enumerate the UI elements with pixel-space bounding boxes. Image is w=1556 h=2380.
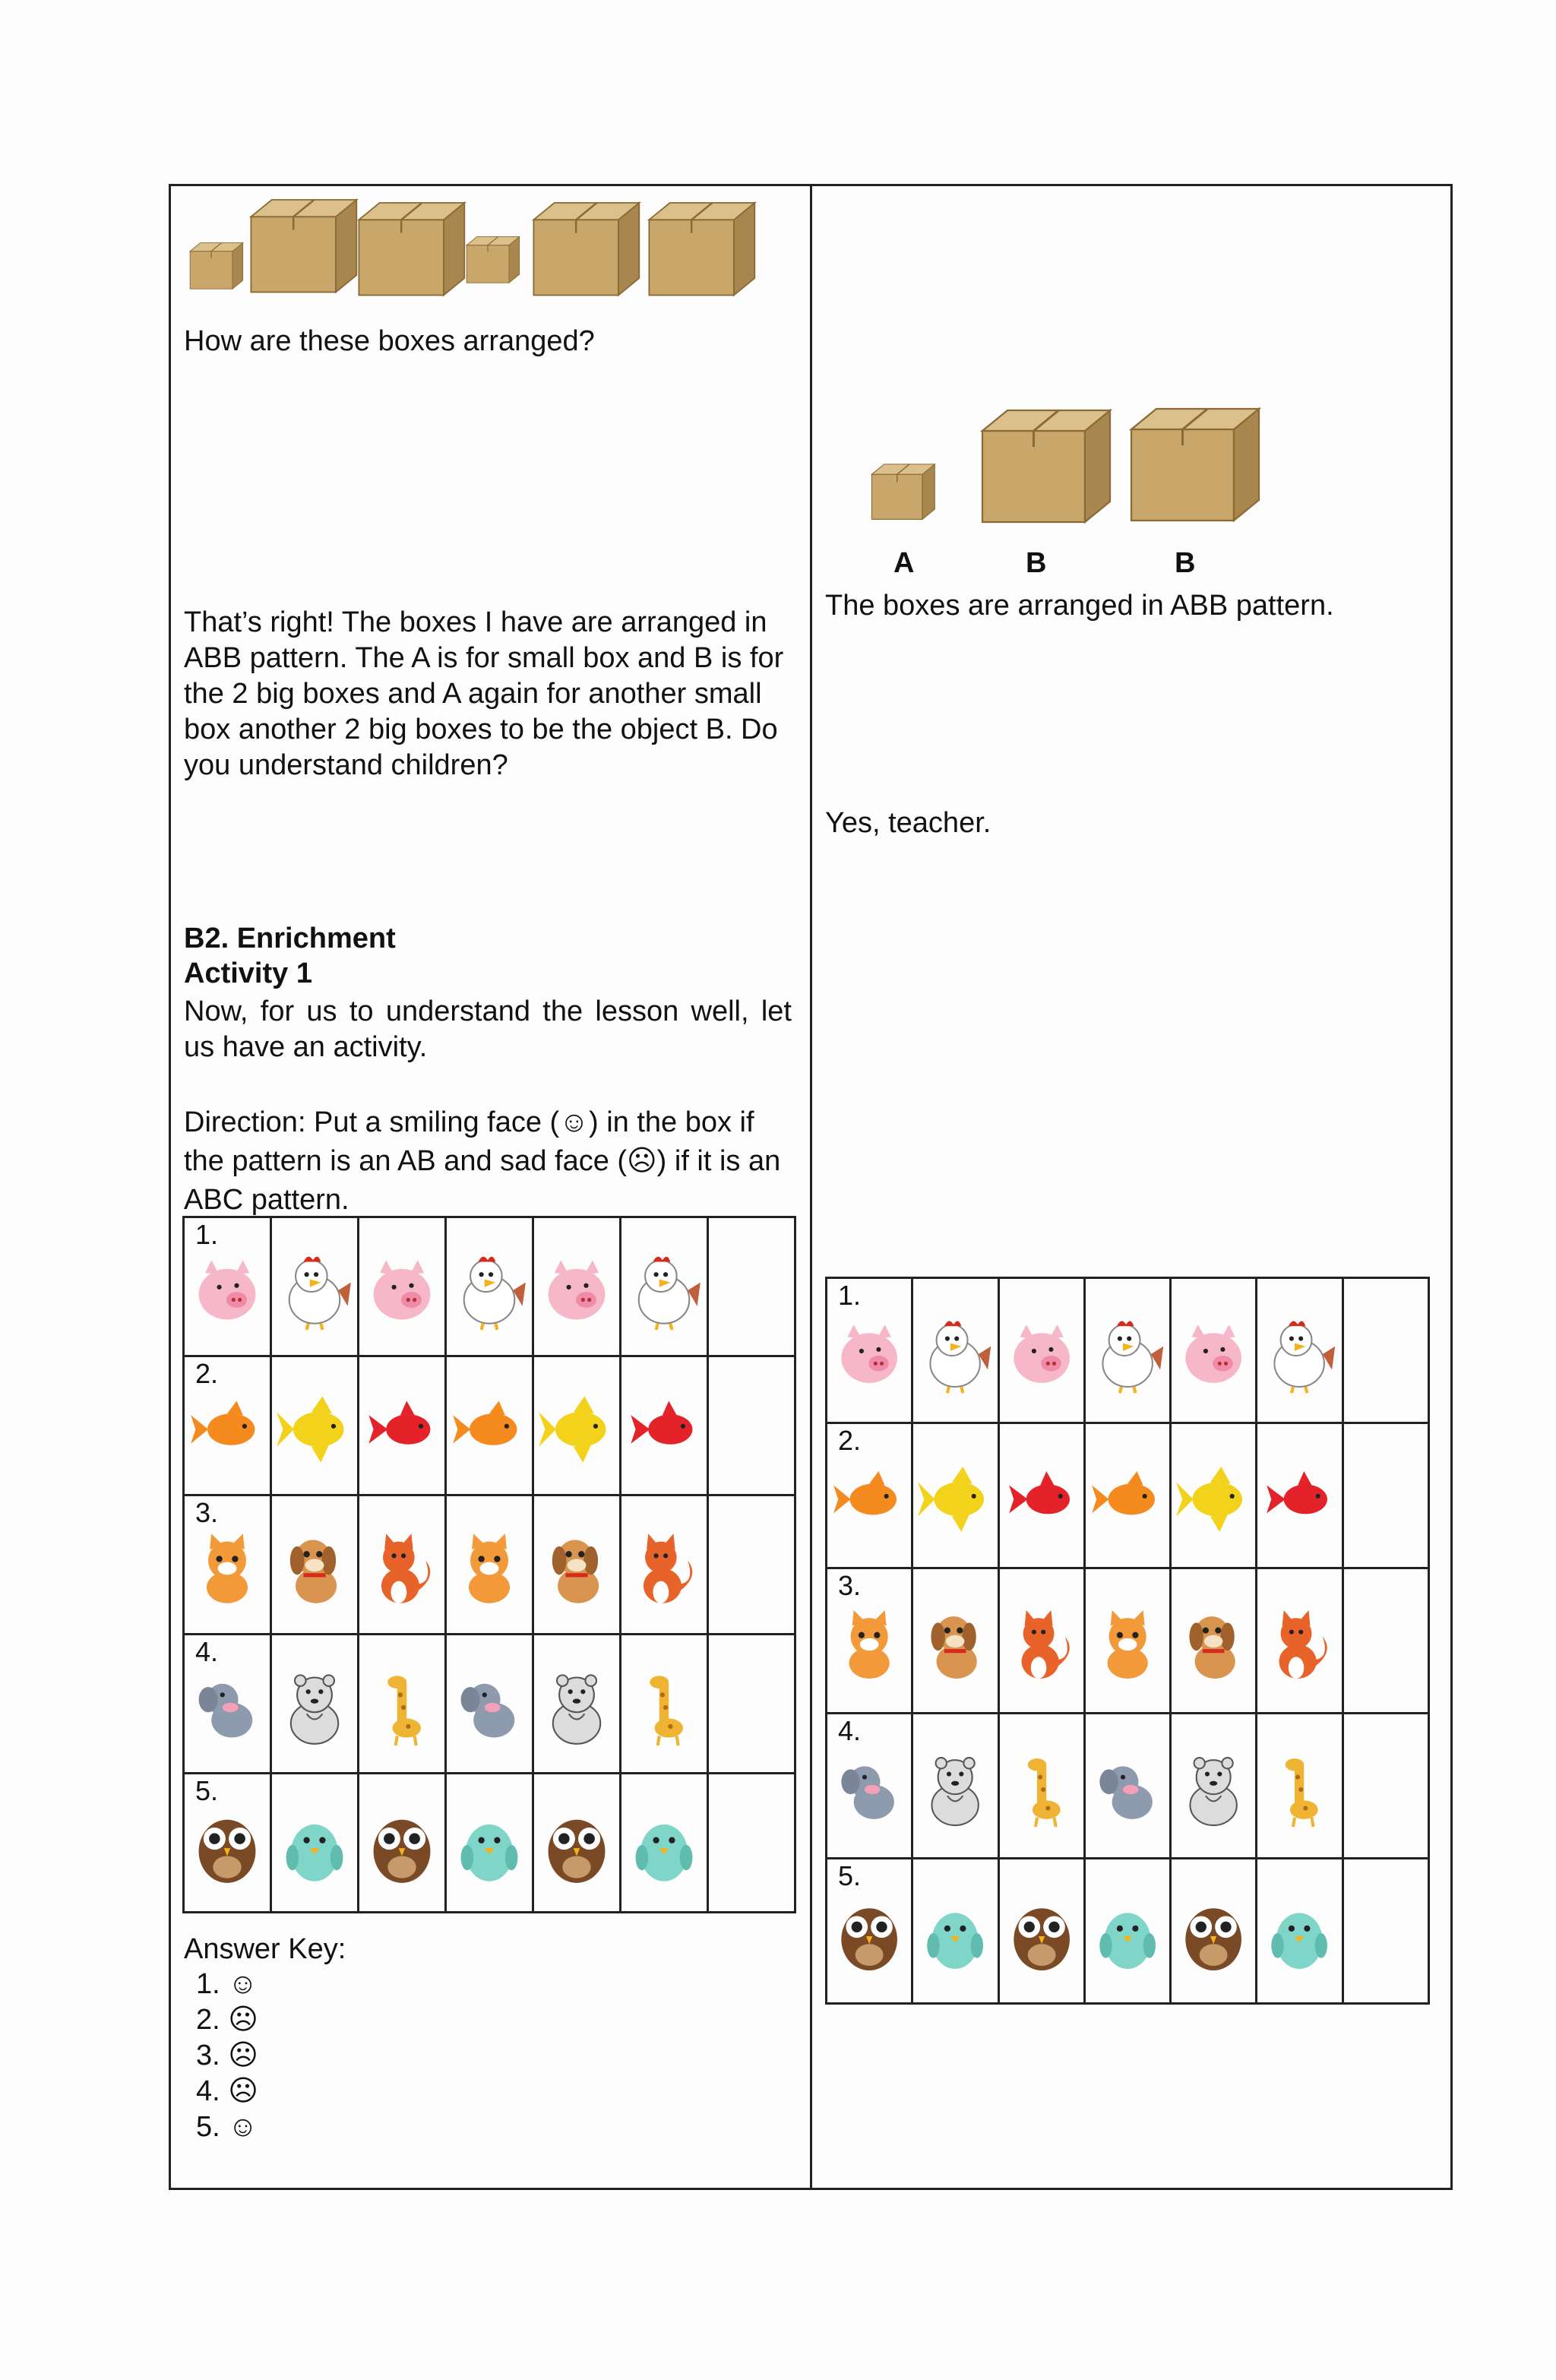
label-b-second: B bbox=[1175, 547, 1196, 579]
red-fish-icon bbox=[1257, 1424, 1341, 1567]
cat-icon bbox=[1086, 1569, 1169, 1712]
answer-key-item: 2. ☹ bbox=[196, 2004, 258, 2036]
pattern-cell bbox=[446, 1774, 533, 1913]
chicken-icon bbox=[621, 1218, 707, 1355]
big-box-icon bbox=[971, 397, 1114, 528]
giraffe-icon bbox=[621, 1635, 707, 1772]
pattern-cell bbox=[446, 1495, 533, 1635]
answer-key-item: 1. ☺ bbox=[196, 1968, 258, 2000]
pattern-cell bbox=[271, 1495, 359, 1635]
pattern-cell bbox=[1084, 1278, 1170, 1423]
pattern-cell bbox=[359, 1356, 446, 1495]
pattern-cell bbox=[184, 1495, 271, 1635]
owl-icon bbox=[359, 1774, 444, 1911]
pattern-cell bbox=[621, 1217, 708, 1356]
pattern-cell bbox=[446, 1217, 533, 1356]
pattern-text: The boxes are arranged in ABB pattern. bbox=[825, 590, 1334, 622]
bear-icon bbox=[534, 1635, 619, 1772]
pattern-row bbox=[184, 1774, 795, 1913]
pattern-cell bbox=[271, 1635, 359, 1774]
pattern-row bbox=[184, 1356, 795, 1495]
small-box-icon bbox=[185, 237, 245, 291]
pattern-cell bbox=[912, 1568, 998, 1714]
pattern-cell bbox=[998, 1423, 1084, 1568]
giraffe-icon bbox=[1000, 1714, 1083, 1857]
pattern-cell bbox=[184, 1217, 271, 1356]
blue-bird-icon bbox=[913, 1859, 997, 2002]
row-number: 5. bbox=[838, 1860, 862, 1891]
fox-icon bbox=[1000, 1569, 1083, 1712]
bear-icon bbox=[1172, 1714, 1255, 1857]
yellow-fish-icon bbox=[1172, 1424, 1255, 1567]
dog-icon bbox=[272, 1496, 357, 1633]
bear-icon bbox=[272, 1635, 357, 1772]
pattern-cell bbox=[1171, 1714, 1257, 1859]
pattern-cell bbox=[912, 1859, 998, 2004]
pattern-cell bbox=[533, 1217, 621, 1356]
fox-icon bbox=[621, 1496, 707, 1633]
pattern-cell bbox=[912, 1278, 998, 1423]
pattern-cell bbox=[271, 1217, 359, 1356]
pattern-cell bbox=[1084, 1714, 1170, 1859]
pattern-row bbox=[827, 1423, 1429, 1568]
pattern-row bbox=[827, 1859, 1429, 2004]
column-divider bbox=[810, 184, 812, 2190]
chicken-icon bbox=[913, 1279, 997, 1422]
answer-key-item: 4. ☹ bbox=[196, 2075, 258, 2107]
pattern-cell bbox=[1084, 1859, 1170, 2004]
row-number: 4. bbox=[838, 1715, 862, 1746]
answer-key-item: 3. ☹ bbox=[196, 2040, 258, 2071]
answer-key-list bbox=[196, 1967, 258, 2145]
answer-box[interactable] bbox=[708, 1495, 795, 1635]
chicken-icon bbox=[447, 1218, 532, 1355]
big-box-icon bbox=[640, 191, 757, 300]
pattern-cell bbox=[271, 1356, 359, 1495]
answer-box[interactable] bbox=[1343, 1714, 1428, 1859]
response-text: Yes, teacher. bbox=[825, 807, 991, 839]
pig-icon bbox=[1172, 1279, 1255, 1422]
pattern-cell bbox=[621, 1356, 708, 1495]
pattern-row bbox=[827, 1714, 1429, 1859]
pattern-cell bbox=[1257, 1859, 1343, 2004]
pattern-row bbox=[827, 1568, 1429, 1714]
pattern-cell bbox=[621, 1635, 708, 1774]
giraffe-icon bbox=[359, 1635, 444, 1772]
pattern-cell bbox=[184, 1356, 271, 1495]
row-number: 3. bbox=[838, 1570, 862, 1601]
pattern-cell bbox=[1257, 1278, 1343, 1423]
pattern-row bbox=[184, 1217, 795, 1356]
pattern-cell bbox=[621, 1495, 708, 1635]
pattern-cell bbox=[359, 1217, 446, 1356]
pattern-cell bbox=[1171, 1568, 1257, 1714]
row-number: 1. bbox=[838, 1280, 862, 1311]
orange-fish-icon bbox=[447, 1357, 532, 1494]
pig-icon bbox=[534, 1218, 619, 1355]
answer-box[interactable] bbox=[1343, 1568, 1428, 1714]
pig-icon bbox=[1000, 1279, 1083, 1422]
pattern-cell bbox=[1171, 1423, 1257, 1568]
owl-icon bbox=[1000, 1859, 1083, 2002]
pattern-cell bbox=[359, 1635, 446, 1774]
big-box-icon bbox=[524, 191, 642, 300]
pig-icon bbox=[359, 1218, 444, 1355]
pattern-table-left bbox=[182, 1216, 796, 1913]
pattern-cell bbox=[533, 1495, 621, 1635]
chicken-icon bbox=[272, 1218, 357, 1355]
dog-icon bbox=[913, 1569, 997, 1712]
question-text: How are these boxes arranged? bbox=[184, 325, 595, 357]
cat-icon bbox=[447, 1496, 532, 1633]
pattern-cell bbox=[998, 1714, 1084, 1859]
row-number: 5. bbox=[195, 1775, 219, 1806]
row-number: 1. bbox=[195, 1219, 219, 1250]
pattern-cell bbox=[533, 1635, 621, 1774]
activity-intro: Now, for us to understand the lesson well, let us have an activity. bbox=[184, 995, 792, 1063]
pattern-cell bbox=[1257, 1714, 1343, 1859]
yellow-fish-icon bbox=[534, 1357, 619, 1494]
blue-bird-icon bbox=[447, 1774, 532, 1911]
answer-box[interactable] bbox=[708, 1774, 795, 1913]
pattern-cell bbox=[1257, 1568, 1343, 1714]
pattern-cell bbox=[998, 1568, 1084, 1714]
pattern-cell bbox=[827, 1278, 912, 1423]
pattern-cell bbox=[998, 1278, 1084, 1423]
big-box-icon bbox=[1120, 395, 1263, 527]
pattern-cell bbox=[912, 1714, 998, 1859]
answer-box[interactable] bbox=[708, 1356, 795, 1495]
elephant-icon bbox=[1086, 1714, 1169, 1857]
yellow-fish-icon bbox=[272, 1357, 357, 1494]
pattern-cell bbox=[359, 1495, 446, 1635]
elephant-icon bbox=[447, 1635, 532, 1772]
row-number: 2. bbox=[838, 1425, 862, 1456]
activity-title: Activity 1 bbox=[184, 957, 312, 989]
row-number: 3. bbox=[195, 1497, 219, 1528]
pattern-cell bbox=[1171, 1278, 1257, 1423]
red-fish-icon bbox=[1000, 1424, 1083, 1567]
blue-bird-icon bbox=[272, 1774, 357, 1911]
pattern-cell bbox=[446, 1635, 533, 1774]
pattern-row bbox=[184, 1495, 795, 1635]
answer-box[interactable] bbox=[1343, 1859, 1428, 2004]
giraffe-icon bbox=[1257, 1714, 1341, 1857]
yellow-fish-icon bbox=[913, 1424, 997, 1567]
orange-fish-icon bbox=[1086, 1424, 1169, 1567]
answer-key-title: Answer Key: bbox=[184, 1933, 346, 1965]
pattern-cell bbox=[621, 1774, 708, 1913]
owl-icon bbox=[1172, 1859, 1255, 2002]
pattern-row bbox=[184, 1635, 795, 1774]
pattern-cell bbox=[446, 1356, 533, 1495]
blue-bird-icon bbox=[621, 1774, 707, 1911]
pattern-cell bbox=[533, 1774, 621, 1913]
pattern-table-right bbox=[825, 1277, 1430, 2005]
pattern-cell bbox=[271, 1774, 359, 1913]
small-box-icon bbox=[866, 457, 937, 522]
pattern-cell bbox=[1257, 1423, 1343, 1568]
row-number: 4. bbox=[195, 1636, 219, 1667]
pattern-cell bbox=[184, 1635, 271, 1774]
label-b: B bbox=[1026, 547, 1047, 579]
blue-bird-icon bbox=[1257, 1859, 1341, 2002]
red-fish-icon bbox=[359, 1357, 444, 1494]
answer-box[interactable] bbox=[1343, 1278, 1428, 1423]
pattern-cell bbox=[184, 1774, 271, 1913]
answer-box[interactable] bbox=[708, 1217, 795, 1356]
answer-key-item: 5. ☺ bbox=[196, 2111, 258, 2143]
fox-icon bbox=[359, 1496, 444, 1633]
pattern-cell bbox=[998, 1859, 1084, 2004]
pattern-cell bbox=[912, 1423, 998, 1568]
big-box-icon bbox=[349, 191, 467, 300]
pattern-cell bbox=[1084, 1568, 1170, 1714]
fox-icon bbox=[1257, 1569, 1341, 1712]
pattern-cell bbox=[827, 1714, 912, 1859]
pattern-cell bbox=[827, 1568, 912, 1714]
explanation-text: That’s right! The boxes I have are arranged in ABB pattern. The A is for small box and B is for the 2 big boxes and A again for another small box another 2 big boxes to be the object B. Do you understand children? bbox=[184, 606, 784, 781]
dog-icon bbox=[1172, 1569, 1255, 1712]
blue-bird-icon bbox=[1086, 1859, 1169, 2002]
chicken-icon bbox=[1257, 1279, 1341, 1422]
pattern-row bbox=[827, 1278, 1429, 1423]
answer-box[interactable] bbox=[708, 1635, 795, 1774]
big-box-icon bbox=[242, 188, 359, 297]
row-number: 2. bbox=[195, 1358, 219, 1389]
small-box-icon bbox=[462, 231, 521, 285]
pattern-cell bbox=[1084, 1423, 1170, 1568]
pattern-cell bbox=[359, 1774, 446, 1913]
red-fish-icon bbox=[621, 1357, 707, 1494]
pattern-cell bbox=[827, 1423, 912, 1568]
pattern-cell bbox=[1171, 1859, 1257, 2004]
label-a: A bbox=[893, 547, 915, 579]
section-title: B2. Enrichment bbox=[184, 923, 396, 954]
bear-icon bbox=[913, 1714, 997, 1857]
owl-icon bbox=[534, 1774, 619, 1911]
pattern-cell bbox=[827, 1859, 912, 2004]
chicken-icon bbox=[1086, 1279, 1169, 1422]
dog-icon bbox=[534, 1496, 619, 1633]
direction-text: Direction: Put a smiling face (☺) in the box if the pattern is an AB and sad face (☹) if it is an ABC pattern. bbox=[184, 1106, 781, 1216]
pattern-cell bbox=[533, 1356, 621, 1495]
answer-box[interactable] bbox=[1343, 1423, 1428, 1568]
